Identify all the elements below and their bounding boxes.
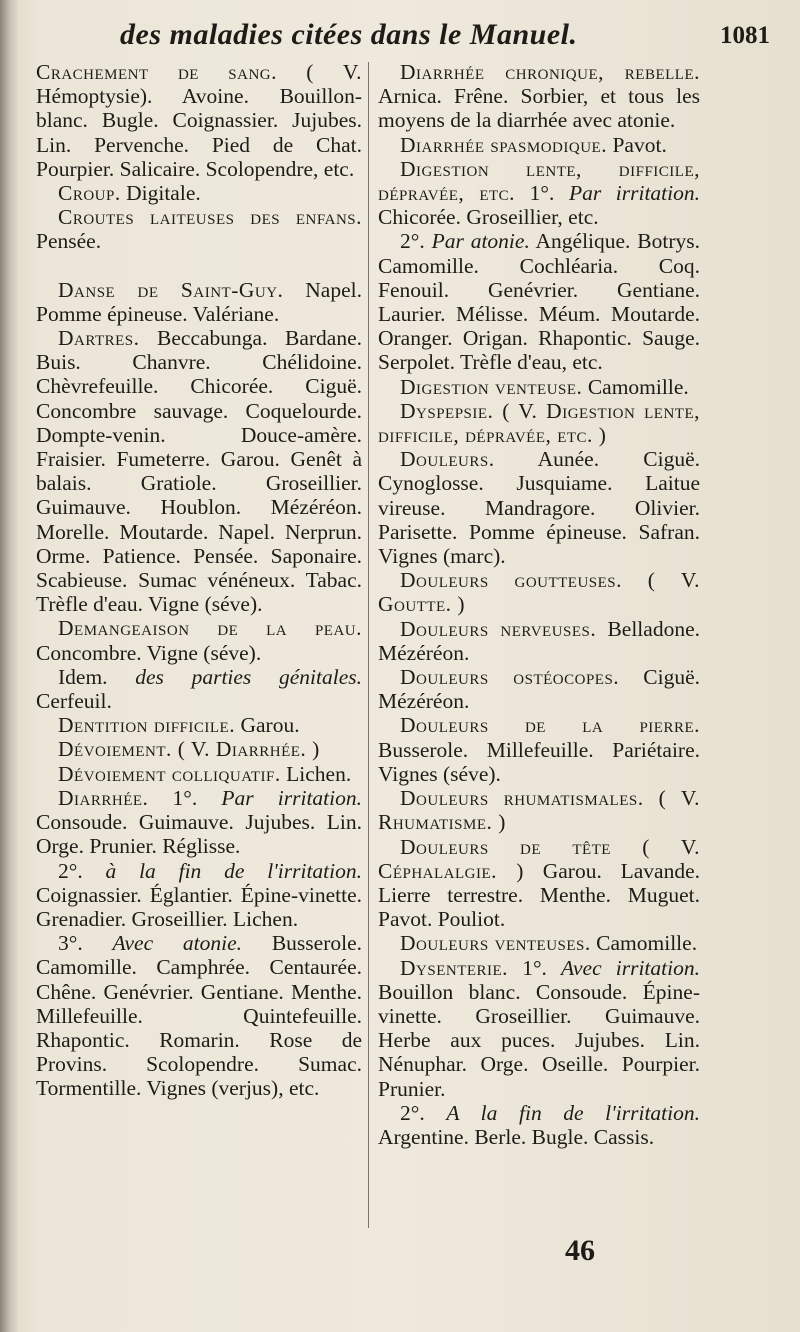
entry-term: Dentition difficile. (58, 713, 236, 738)
entry-text: Pensée. (36, 229, 102, 254)
index-entry (378, 399, 700, 447)
entry-text: Aunée. Ciguë. Cynoglosse. Jusquiame. Laitue vireuse. Mandragore. Olivier. Parisette. Pomme épineuse. Safran. Vignes (marc). (378, 447, 700, 569)
entry-term: Douleurs venteuses. (400, 931, 591, 956)
entry-text: 2°. (400, 229, 432, 254)
entry-text: 1°. (508, 955, 562, 980)
index-entry (378, 133, 700, 157)
entry-term: Douleurs de la pierre. (400, 713, 700, 738)
entry-term: Dyspepsie. ( V. Digestion lente, difficile, dépravée, etc. ) (378, 398, 700, 448)
entry-italic: Avec irritation. (561, 955, 700, 980)
index-entry (36, 665, 362, 713)
index-entry (36, 713, 362, 737)
entry-text: Belladone. Mézéréon. (378, 616, 700, 665)
entry-text: 1°. (148, 785, 222, 810)
entry-term: Digestion venteuse. (400, 374, 583, 399)
index-entry (36, 278, 362, 326)
entry-text: 2°. (58, 858, 106, 883)
entry-text: Concombre. Vigne (séve). (36, 640, 262, 665)
index-entry (378, 375, 700, 399)
index-entry (36, 786, 362, 859)
index-entry (378, 229, 700, 374)
index-entry (36, 181, 362, 205)
entry-text: Consoude. Guimauve. Jujubes. Lin. Orge. Prunier. Réglisse. (36, 810, 362, 859)
entry-text: Lichen. (280, 761, 352, 786)
entry-term: Douleurs. (400, 447, 495, 472)
index-entry (378, 157, 700, 230)
entry-text: Chicorée. Groseillier, etc. (378, 205, 599, 230)
entry-text: Argentine. Berle. Bugle. Cassis. (378, 1124, 655, 1149)
right-column (378, 60, 700, 1149)
entry-term: Danse de Saint-Guy. (58, 277, 284, 302)
entry-text: Garou. (235, 713, 300, 738)
entry-term: Dartres. (58, 326, 140, 351)
entry-text: Beccabunga. Bardane. Buis. Chanvre. Chélidoine. Chèvrefeuille. Chicorée. Ciguë. Concombre sauvage. Coquelourde. Dompte-venin. Douce-amère. Fraisier. Fumeterre. Garou. Genêt à balais. Gratiole. Groseillier. Guimauve. Houblon. Mézéréon. Morelle. Moutarde. Napel. Nerprun. Orme. Patience. Pensée. Saponaire. Scabieuse. Sumac vénéneux. Tabac. Trèfle d'eau. Vigne (séve). (36, 326, 362, 617)
entry-italic: Par irritation. (568, 181, 700, 206)
entry-term: Croutes laiteuses des enfans. (58, 205, 362, 230)
entry-italic: à la fin de l'irritation. (105, 858, 362, 883)
index-entry (378, 1101, 700, 1149)
left-column (36, 60, 362, 1101)
index-entry (36, 205, 362, 253)
entry-text: Ciguë. Mézéréon. (378, 665, 701, 714)
entry-text: Idem. (58, 664, 136, 689)
entry-term: Diarrhée. (58, 785, 149, 810)
index-entry (378, 713, 700, 786)
entry-italic: des parties génitales. (135, 664, 362, 689)
index-entry (36, 616, 362, 664)
entry-text: Cerfeuil. (36, 689, 112, 714)
index-entry (378, 665, 700, 713)
index-entry (36, 60, 362, 181)
entry-text: Arnica. Frêne. Sorbier, et tous les moyens de la diarrhée avec atonie. (378, 84, 700, 133)
entry-text: Busserole. Millefeuille. Pariétaire. Vignes (séve). (378, 737, 700, 786)
entry-term: Digestion lente, difficile, dépravée, etc. (378, 156, 700, 206)
index-entry (36, 737, 362, 761)
entry-term: Douleurs de tête ( V. Céphalalgie. ) (378, 834, 700, 883)
entry-text: Busserole. Camomille. Camphrée. Centaurée. Chêne. Genévrier. Gentiane. Menthe. Millefeuille. Quintefeuille. Rhapontic. Romarin. Rose de Provins. Scolopendre. Sumac. Tormentille. Vignes (verjus), etc. (36, 931, 362, 1101)
index-entry (378, 568, 700, 616)
entry-text: Angélique. Botrys. Camomille. Cochléaria. Coq. Fenouil. Genévrier. Gentiane. Laurier. Mélisse. Méum. Moutarde. Oranger. Origan. Rhapontic. Sauge. Serpolet. Trèfle d'eau, etc. (378, 229, 701, 375)
entry-text: 1°. (515, 181, 569, 206)
entry-text: Camomille. (582, 374, 689, 399)
signature-mark: 46 (565, 1234, 595, 1267)
entry-italic: Par atonie. (431, 229, 530, 254)
entry-term: Dysenterie. (400, 955, 509, 980)
running-title: des maladies citées dans le Manuel. (120, 18, 578, 51)
book-spine-shadow (0, 0, 18, 1332)
page-number: 1081 (720, 22, 770, 49)
index-entry (378, 786, 700, 834)
entry-text: Digitale. (120, 181, 201, 206)
entry-term: Douleurs goutteuses. ( V. Goutte. ) (378, 568, 700, 617)
entry-text: Garou. Lavande. Lierre terrestre. Menthe. Muguet. Pavot. Pouliot. (378, 858, 700, 932)
entry-term: Demangeaison de la peau. (58, 616, 362, 641)
index-entry (378, 956, 700, 1101)
entry-term: Douleurs nerveuses. (400, 616, 597, 641)
entry-term: Dévoiement. ( V. Diarrhée. ) (58, 737, 320, 762)
entry-italic: Avec atonie. (112, 931, 243, 956)
entry-text: 2°. (400, 1100, 447, 1125)
entry-text: Pavot. (607, 132, 667, 157)
entry-text: Bouillon blanc. Consoude. Épine-vinette. Groseillier. Guimauve. Herbe aux puces. Jujubes. Lin. Nénuphar. Orge. Oseille. Pourpier. Prunier. (378, 979, 700, 1101)
entry-term: Croup. (58, 181, 121, 206)
entry-text: Hémoptysie). Avoine. Bouillon-blanc. Bugle. Coignassier. Jujubes. Lin. Pervenche. Pied de Chat. Pourpier. Salicaire. Scolopendre, etc. (36, 84, 362, 181)
index-entry (378, 931, 700, 955)
index-entry (378, 617, 700, 665)
entry-term: Douleurs ostéocopes. (400, 665, 620, 690)
index-entry (36, 762, 362, 786)
entry-text: 3°. (58, 931, 113, 956)
index-entry (378, 835, 700, 932)
entry-term: Douleurs rhumatismales. ( V. Rhumatisme. ) (378, 786, 700, 835)
entry-italic: Par irritation. (221, 785, 362, 810)
index-entry (378, 60, 700, 133)
entry-term: Crachement de sang. ( V. (36, 60, 362, 84)
entry-text: Camomille. (590, 931, 698, 956)
entry-text: Coignassier. Églantier. Épine-vinette. Grenadier. Groseillier. Lichen. (36, 882, 362, 931)
entry-term: Diarrhée chronique, rebelle. (400, 60, 700, 84)
index-entry (36, 859, 362, 932)
index-entry (36, 326, 362, 616)
entry-text: Napel. Pomme épineuse. Valériane. (36, 277, 362, 326)
entry-term: Diarrhée spasmodique. (400, 132, 608, 157)
column-divider (368, 62, 369, 1228)
entry-italic: A la fin de l'irritation. (446, 1100, 700, 1125)
page-header (40, 18, 780, 54)
index-entry (378, 447, 700, 568)
index-entry (36, 931, 362, 1100)
entry-term: Dévoiement colliquatif. (58, 761, 281, 786)
